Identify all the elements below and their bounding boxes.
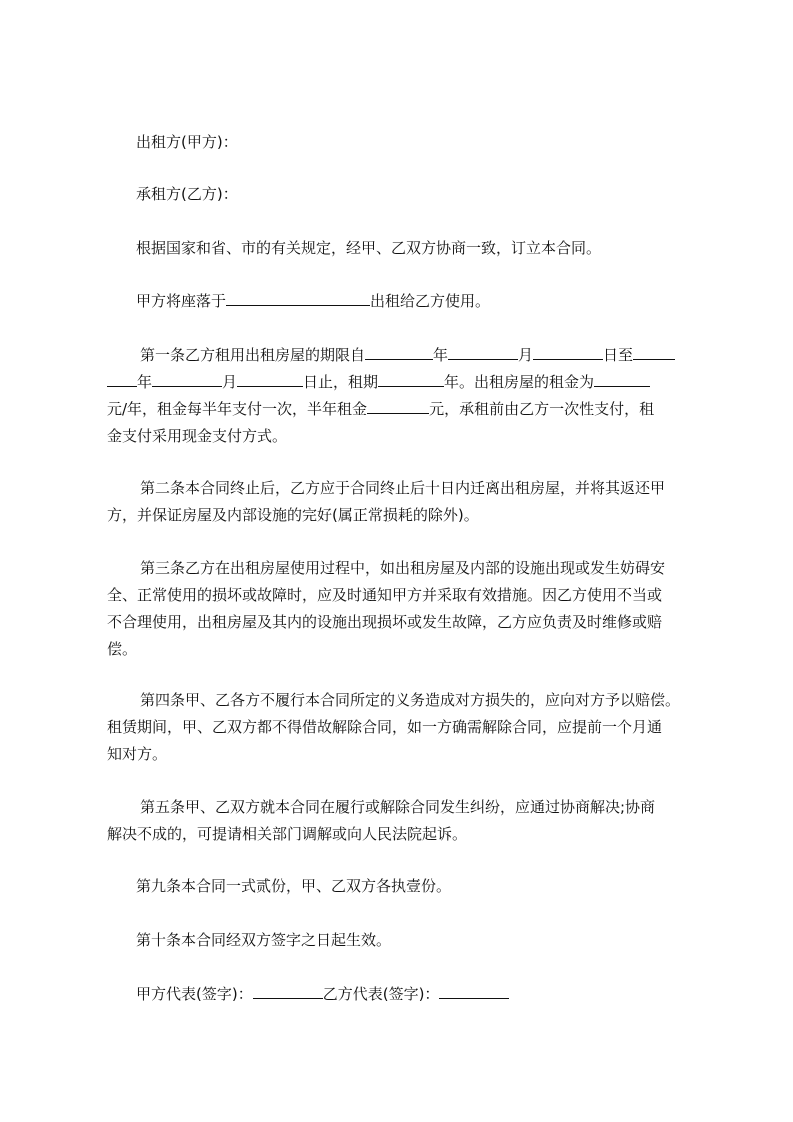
article10 — [136, 930, 391, 950]
end-year-blank-part2 — [107, 372, 137, 387]
start-day-blank — [533, 345, 603, 360]
article9 — [136, 876, 451, 896]
article4-l3: 知对方。 — [107, 745, 168, 763]
party-a-signature-blank — [253, 984, 323, 999]
start-month-blank — [448, 345, 518, 360]
premises-blank — [226, 291, 370, 306]
lessee-label: 承租方(乙方)： — [136, 185, 238, 203]
preamble — [136, 238, 601, 258]
article5-l1: 第五条甲、乙双方就本合同在履行或解除合同发生纠纷，应通过协商解决;协商 — [140, 798, 656, 816]
half-year-rent-blank — [367, 399, 429, 414]
article3-l1: 第三条乙方在出租房屋使用过程中，如出租房屋及内部的设施出现或发生妨碍安 — [140, 559, 666, 577]
article5-l2: 解决不成的，可提请相关部门调解或向人民法院起诉。 — [107, 825, 468, 843]
article4-l2: 租赁期间，甲、乙双方都不得借故解除合同，如一方确需解除合同，应提前一个月通 — [107, 718, 663, 736]
article4-line3 — [107, 744, 167, 764]
article1-l3a: 元/年，租金每半年支付一次，半年租金 — [107, 400, 368, 418]
signature-line — [136, 984, 509, 1004]
article4-line2 — [107, 717, 662, 737]
premises-prefix: 甲方将座落于 — [136, 292, 227, 310]
party-a-signature-label: 甲方代表(签字)： — [136, 985, 253, 1003]
end-month-blank — [152, 372, 222, 387]
article2-line2 — [107, 505, 479, 525]
article5-line2 — [107, 824, 467, 844]
month-label: 月 — [518, 346, 534, 364]
article3-l3: 不合理使用，出租房屋及其内的设施出现损坏或发生故障，乙方应负责及时维修或赔 — [107, 613, 663, 631]
article3-line2 — [107, 585, 662, 605]
article3-line4 — [107, 639, 137, 659]
party-b-signature-blank — [439, 984, 509, 999]
article4-l1: 第四条甲、乙各方不履行本合同所定的义务造成对方损失的，应向对方予以赔偿。 — [140, 691, 681, 709]
end-year-label: 年 — [137, 373, 153, 391]
term-blank — [378, 372, 444, 387]
article3-line3 — [107, 612, 662, 632]
article2-line1 — [140, 478, 665, 498]
article1-l4: 金支付采用现金支付方式。 — [107, 427, 288, 445]
article1-line4 — [107, 426, 287, 446]
article5-line1 — [140, 797, 655, 817]
lessor-label: 出租方(甲方)： — [136, 133, 238, 151]
article10-text: 第十条本合同经双方签字之日起生效。 — [136, 931, 392, 949]
article1-line2 — [107, 372, 650, 392]
premises-line — [136, 291, 490, 311]
end-day-blank — [237, 372, 303, 387]
year-label: 年 — [433, 346, 449, 364]
article3-l4: 偿。 — [107, 640, 138, 658]
end-month-label: 月 — [222, 373, 238, 391]
lessee-line — [136, 184, 238, 204]
start-year-blank — [365, 345, 433, 360]
article1-line1 — [140, 345, 675, 365]
end-year-blank-part1 — [633, 345, 675, 360]
article1-l3b: 元，承租前由乙方一次性支付，租 — [429, 400, 655, 418]
lessor-line — [136, 132, 238, 152]
article9-text: 第九条本合同一式贰份，甲、乙双方各执壹份。 — [136, 877, 452, 895]
day-end-label: 日止，租期 — [303, 373, 379, 391]
rent-intro: 年。出租房屋的租金为 — [444, 373, 595, 391]
article1-line3 — [107, 399, 654, 419]
article2-l1: 第二条本合同终止后，乙方应于合同终止后十日内迁离出租房屋，并将其返还甲 — [140, 479, 666, 497]
premises-suffix: 出租给乙方使用。 — [370, 292, 491, 310]
article2-l2: 方，并保证房屋及内部设施的完好(属正常损耗的除外)。 — [107, 506, 479, 524]
day-to-label: 日至 — [603, 346, 634, 364]
rent-amount-blank — [594, 372, 650, 387]
article4-line1 — [140, 690, 680, 710]
party-b-signature-label: 乙方代表(签字)： — [322, 985, 440, 1003]
article1-prefix: 第一条乙方租用出租房屋的期限自 — [140, 346, 366, 364]
article3-l2: 全、正常使用的损坏或故障时，应及时通知甲方并采取有效措施。因乙方使用不当或 — [107, 586, 663, 604]
article3-line1 — [140, 558, 665, 578]
preamble-text: 根据国家和省、市的有关规定，经甲、乙双方协商一致，订立本合同。 — [136, 239, 602, 257]
